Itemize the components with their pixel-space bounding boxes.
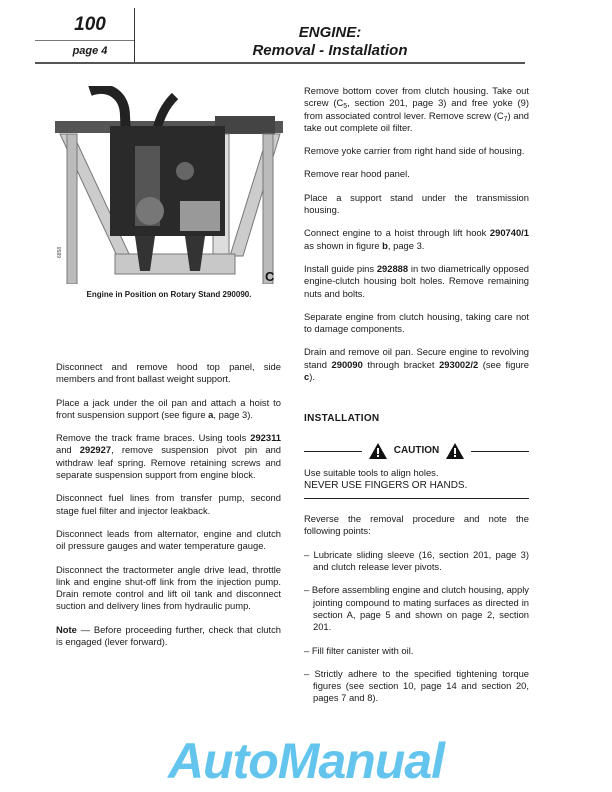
paragraph xyxy=(304,263,529,300)
divider xyxy=(35,40,134,41)
paragraph xyxy=(304,145,529,157)
engine-photo xyxy=(55,86,283,284)
section-number: 100 xyxy=(74,14,106,35)
text: ) and take out complete oil filter. xyxy=(304,109,529,133)
side-code: 6858 xyxy=(57,246,63,258)
figure-caption: Engine in Position on Rotary Stand 290090. xyxy=(86,290,252,299)
bold-text: 290090 xyxy=(331,358,363,370)
text: Drain and remove oil pan. Secure engine to revolving stand xyxy=(304,346,529,370)
paragraph xyxy=(304,168,529,180)
text: Remove rear hood panel. xyxy=(304,168,410,180)
divider xyxy=(35,62,525,64)
removal-steps xyxy=(304,85,529,383)
text: — Before proceeding further, check that clutch is engaged (lever forward). xyxy=(56,623,281,648)
text: , section 201, page 3) and free yoke (9) from associated control lever. Remove screw (C xyxy=(304,97,529,121)
paragraph xyxy=(56,361,281,386)
text: Install guide pins xyxy=(304,262,377,274)
caution-text-2: NEVER USE FINGERS OR HANDS. xyxy=(304,479,468,491)
warning-icon xyxy=(368,442,388,460)
text: Remove yoke carrier from right hand side of housing. xyxy=(304,145,525,157)
paragraph xyxy=(304,346,529,383)
caution-label: CAUTION xyxy=(393,445,440,457)
figure-label: C xyxy=(265,269,275,284)
warning-icon xyxy=(445,442,465,460)
text: , page 3. xyxy=(387,239,425,251)
text: , page 3). xyxy=(213,408,254,420)
paragraph xyxy=(304,227,529,252)
paragraph xyxy=(304,192,529,217)
text: Reverse the removal procedure and note the following points: xyxy=(304,513,529,537)
subscript: 5 xyxy=(343,103,348,111)
left-column xyxy=(56,361,281,659)
text: Connect engine to a hoist through lift hook xyxy=(304,227,490,239)
divider xyxy=(471,451,529,452)
bold-text: 293002/2 xyxy=(439,358,479,370)
text: Place a jack under the oil pan and attach a hoist to front suspension support (see figure xyxy=(56,396,281,420)
paragraph xyxy=(304,584,529,633)
caution-text-1: Use suitable tools to align holes. xyxy=(304,467,439,479)
text: Remove bottom cover from clutch housing. Take out screw (C xyxy=(304,85,529,109)
installation-steps xyxy=(304,513,529,705)
text: – Fill filter canister with oil. xyxy=(304,644,414,656)
bold-text: Note xyxy=(56,623,77,635)
paragraph xyxy=(56,528,281,553)
page-title: ENGINE: xyxy=(298,24,362,41)
paragraph xyxy=(56,432,281,481)
bold-text: a xyxy=(208,408,214,420)
text: Disconnect the tractormeter angle drive lead, throttle link and engine shut-off link from the injection pump. Drain remote control and lift oil tank and disconnect suction and delivery lines from hydraulic pump. xyxy=(56,563,281,612)
bold-text: b xyxy=(382,239,388,251)
bold-text: 290740/1 xyxy=(489,227,529,239)
text: – Strictly adhere to the specified tightening torque figures (see section 10, page 14 and section 20, pages 7 and 8). xyxy=(304,667,529,704)
text: Disconnect leads from alternator, engine and clutch oil pressure gauges and water temperature gauge. xyxy=(56,527,281,552)
text: Disconnect fuel lines from transfer pump, second stage fuel filter and injector leakback. xyxy=(56,492,281,516)
bold-text: 292888 xyxy=(376,262,409,274)
paragraph xyxy=(304,85,529,134)
paragraph xyxy=(304,311,529,336)
text: – Before assembling engine and clutch housing, apply jointing compound to mating surfaces as directed in section A, page 5 and shown on page 2, section 201. xyxy=(304,584,529,633)
page-subtitle: Removal - Installation xyxy=(252,42,408,59)
installation-heading: INSTALLATION xyxy=(304,413,380,425)
text: Place a support stand under the transmission housing. xyxy=(304,191,529,216)
caution-banner xyxy=(304,441,529,461)
paragraph xyxy=(304,668,529,705)
watermark: AutoManual xyxy=(167,733,445,789)
text: through bracket xyxy=(362,358,440,370)
right-column xyxy=(304,85,529,716)
paragraph xyxy=(304,645,529,657)
paragraph xyxy=(304,549,529,574)
divider xyxy=(304,498,529,499)
text: , remove suspension pivot pin and withdraw leaf spring. Remove retaining screws and separate suspension support from engine block. xyxy=(56,444,281,481)
text: in two diametrically opposed engine-clutch housing bolt holes. Remove remaining nuts and bolts. xyxy=(304,262,529,299)
paragraph xyxy=(56,624,281,649)
text: and xyxy=(56,444,80,456)
paragraph xyxy=(304,513,529,538)
text: – Lubricate sliding sleeve (16, section 201, page 3) and clutch release lever pivots. xyxy=(304,548,529,573)
page-number: page 4 xyxy=(72,45,108,57)
bold-text: c xyxy=(304,371,310,383)
bold-text: 292927 xyxy=(79,444,112,456)
divider xyxy=(304,451,362,452)
paragraph xyxy=(56,397,281,422)
subscript: 7 xyxy=(503,115,508,123)
text: (see figure xyxy=(478,358,529,370)
text: Separate engine from clutch housing, taking care not to damage components. xyxy=(304,310,529,335)
bold-text: 292311 xyxy=(250,432,281,444)
text: as shown in figure xyxy=(304,239,383,251)
text: Disconnect and remove hood top panel, side members and front ballast weight support. xyxy=(56,361,281,385)
paragraph xyxy=(56,564,281,613)
text: Remove the track frame braces. Using tools xyxy=(56,432,251,444)
text: ). xyxy=(309,371,315,383)
paragraph xyxy=(56,492,281,517)
